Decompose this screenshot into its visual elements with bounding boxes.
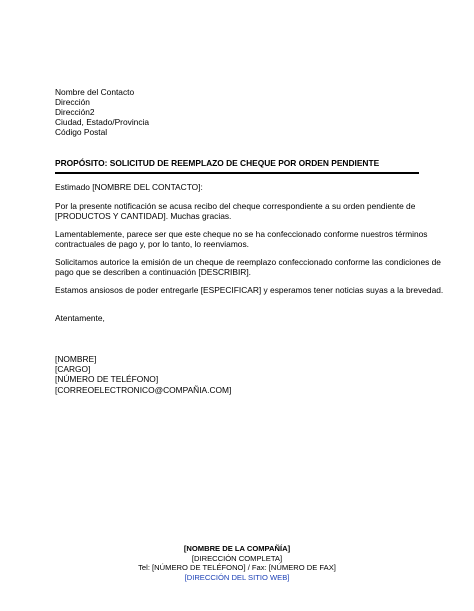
footer-phone-fax: Tel: [NÚMERO DE TELÉFONO] / Fax: [NÚMERO DE FAX] <box>138 563 336 573</box>
paragraph-1 <box>55 201 423 221</box>
signature-name: [NOMBRE] <box>55 354 97 364</box>
signature-email: [CORREOELECTRONICO@COMPAÑIA.COM] <box>55 384 232 395</box>
footer-address: [DIRECCIÓN COMPLETA] <box>191 553 283 563</box>
recipient-address-line-1: Dirección <box>55 97 90 107</box>
signature-block <box>55 354 231 395</box>
paragraph-4 <box>55 285 444 295</box>
closing-text: Atentamente, <box>55 313 105 323</box>
signature-phone: [NÚMERO DE TELÉFONO] <box>55 374 159 385</box>
paragraph-1-line-2: [PRODUCTOS Y CANTIDAD]. Muchas gracias. <box>55 211 232 222</box>
greeting <box>55 182 423 192</box>
recipient-address-line-2: Dirección2 <box>55 107 95 117</box>
paragraph-4-line-1: Estamos ansiosos de poder entregarle [ESPECIFICAR] y esperamos tener noticias suyas a la brevedad. <box>55 285 444 295</box>
subject-divider <box>55 172 419 174</box>
recipient-address-block <box>55 87 149 137</box>
paragraph-3-line-2: pago que se describen a continuación [DESCRIBIR]. <box>55 267 251 278</box>
greeting-text: Estimado [NOMBRE DEL CONTACTO]: <box>55 182 203 192</box>
paragraph-2-line-2: contractuales de pago y, por lo tanto, lo reenviamos. <box>55 239 249 250</box>
signature-title: [CARGO] <box>55 364 91 375</box>
recipient-postal-code: Código Postal <box>55 127 108 137</box>
recipient-contact-name: Nombre del Contacto <box>55 87 135 97</box>
footer-company-name: [NOMBRE DE LA COMPAÑÍA] <box>183 544 291 553</box>
paragraph-2-line-1: Lamentablemente, parece ser que este cheque no se ha confeccionado conforme nuestros términos <box>55 229 428 239</box>
paragraph-2 <box>55 229 428 250</box>
footer-website-link[interactable]: [DIRECCIÓN DEL SITIO WEB] <box>184 572 290 582</box>
closing <box>55 313 423 323</box>
paragraph-1-line-1: Por la presente notificación se acusa recibo del cheque correspondiente a su orden pendiente de <box>55 201 416 211</box>
subject-line: PROPÓSITO: SOLICITUD DE REEMPLAZO DE CHEQUE POR ORDEN PENDIENTE <box>55 158 380 168</box>
recipient-city-state: Ciudad, Estado/Provincia <box>55 117 150 127</box>
paragraph-3-line-1: Solicitamos autorice la emisión de un cheque de reemplazo confeccionado conforme las condiciones de <box>55 257 441 267</box>
paragraph-3 <box>55 257 441 278</box>
company-footer <box>0 544 474 582</box>
